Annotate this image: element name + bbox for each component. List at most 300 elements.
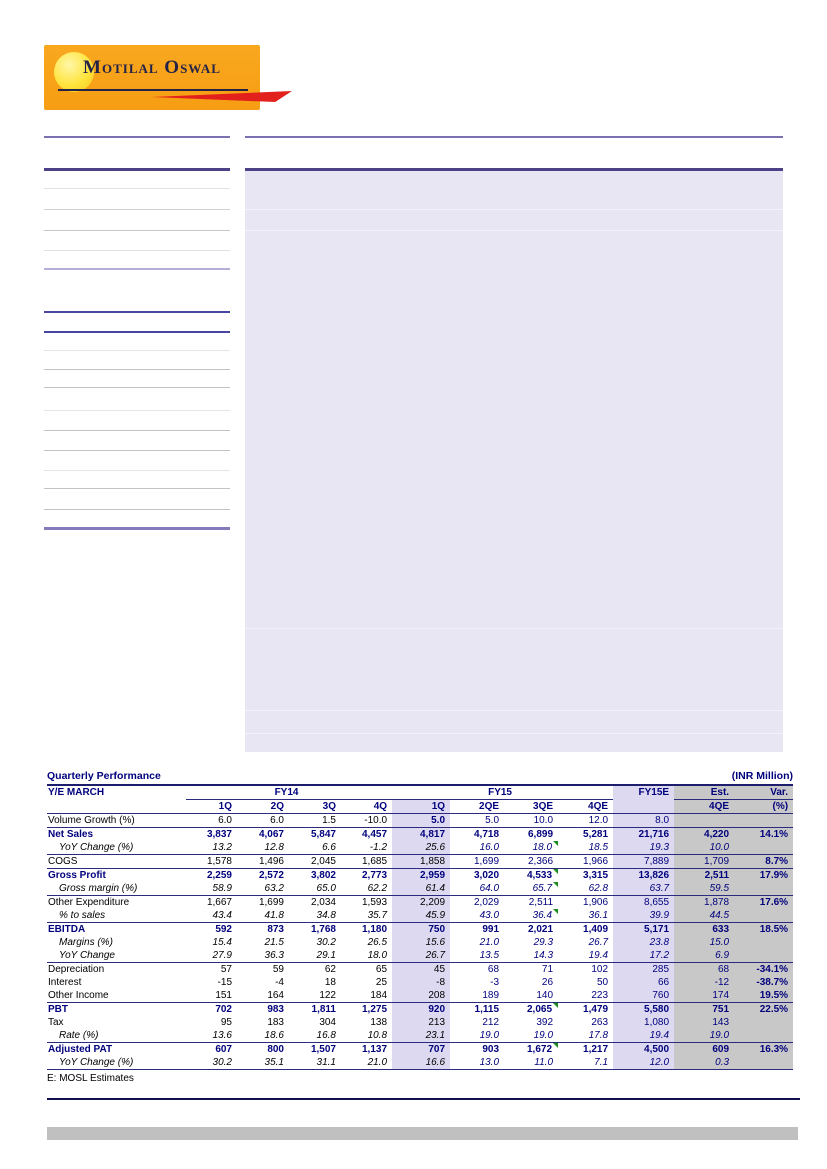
table-cell: 4,457	[362, 829, 388, 840]
column-header: 2Q	[237, 800, 289, 814]
table-row	[47, 909, 793, 923]
content-rule	[245, 136, 783, 138]
table-cell: 23.1	[392, 1029, 450, 1043]
table-cell: 63.7	[613, 882, 674, 896]
table-cell: 4,220	[674, 828, 734, 842]
table-cell: 61.4	[392, 882, 450, 896]
table-cell	[734, 1029, 793, 1043]
table-cell: 16.3%	[734, 1043, 793, 1057]
motilal-oswal-logo	[44, 45, 260, 110]
placeholder-line	[245, 230, 783, 231]
table-cell: 31.1	[289, 1056, 341, 1070]
table-cell: 607	[215, 1044, 232, 1055]
table-cell: 65.7	[504, 882, 558, 896]
table-cell: 903	[482, 1044, 500, 1055]
table-cell: 50	[596, 977, 609, 988]
row-label: Gross margin (%)	[47, 882, 186, 896]
table-titlebar	[47, 770, 793, 786]
table-cell: 16.6	[392, 1056, 450, 1070]
table-cell	[734, 841, 793, 855]
table-row	[47, 882, 793, 896]
table-cell: 633	[674, 923, 734, 937]
column-header: 4Q	[341, 800, 392, 814]
placeholder-line	[245, 628, 783, 629]
table-cell: 44.5	[674, 909, 734, 923]
table-cell: 19.4	[613, 1029, 674, 1043]
table-cell: 18	[324, 977, 336, 988]
table-cell: 6.9	[674, 949, 734, 963]
table-cell: 8.0	[613, 814, 674, 828]
table-cell: -15	[217, 977, 232, 988]
column-header: 1Q	[392, 800, 450, 814]
table-cell: 41.8	[237, 909, 289, 923]
table-cell: 3,020	[474, 870, 500, 881]
footer-redacted-bar	[47, 1127, 798, 1140]
table-cell: 21.5	[264, 937, 284, 948]
table-cell: 19.0	[504, 1029, 558, 1043]
content-placeholder	[245, 171, 783, 752]
column-header: 3Q	[289, 800, 341, 814]
table-cell: 17.2	[613, 949, 674, 963]
table-header-row	[47, 786, 793, 800]
sidebar-rule	[44, 136, 230, 138]
table-row	[47, 923, 793, 937]
table-cell: 35.7	[341, 909, 392, 923]
table-cell: 1,593	[362, 897, 388, 908]
table-cell: 17.9%	[734, 869, 793, 883]
sidebar-rule	[44, 430, 230, 431]
sidebar-rule	[44, 188, 230, 189]
column-header: 3QE	[504, 800, 558, 814]
table-cell: 35.1	[237, 1056, 289, 1070]
table-cell: 68	[487, 964, 500, 975]
sidebar-rule	[44, 410, 230, 411]
table-cell: 2,773	[362, 870, 388, 881]
table-cell: 13.2	[186, 841, 237, 855]
sidebar-rule	[44, 387, 230, 388]
table-cell: 800	[267, 1044, 284, 1055]
table-cell: 707	[392, 1043, 450, 1057]
column-header: FY14	[186, 786, 392, 800]
table-cell: 45.9	[392, 909, 450, 923]
row-label: EBITDA	[48, 924, 86, 935]
table-cell: 3,315	[583, 870, 609, 881]
column-header: FY15	[392, 786, 613, 800]
table-cell: 263	[591, 1017, 609, 1028]
table-cell: 1,878	[674, 896, 734, 910]
table-row	[47, 1003, 793, 1017]
table-cell: 43.0	[450, 909, 504, 923]
table-cell: -4	[275, 977, 284, 988]
table-cell: 3,837	[206, 829, 232, 840]
table-footnote: E: MOSL Estimates	[47, 1073, 134, 1084]
table-cell: 1,685	[341, 855, 392, 869]
table-cell: 873	[267, 924, 284, 935]
table-cell: 58.9	[186, 882, 237, 896]
table-cell: 750	[392, 923, 450, 937]
table-row	[47, 814, 793, 828]
table-cell: 8.7%	[734, 855, 793, 869]
table-cell: 65	[375, 964, 388, 975]
row-label: YoY Change (%)	[47, 1056, 186, 1070]
table-subheader-row	[47, 800, 793, 814]
table-cell: 62	[324, 964, 336, 975]
table-cell: 7,889	[613, 855, 674, 869]
row-label: PBT	[48, 1004, 68, 1015]
table-cell: 26.7	[392, 949, 450, 963]
table-unit-label: (INR Million)	[731, 770, 793, 782]
sidebar-rule	[44, 527, 230, 530]
sidebar-rule	[44, 250, 230, 251]
table-row	[47, 963, 793, 977]
sidebar-rule	[44, 168, 230, 171]
table-cell: 392	[536, 1017, 554, 1028]
table-cell	[734, 1056, 793, 1070]
placeholder-line	[245, 710, 783, 711]
table-cell: 36.3	[237, 949, 289, 963]
table-cell: 208	[392, 989, 450, 1003]
table-cell: 1,409	[583, 924, 609, 935]
table-cell: 2,034	[310, 897, 336, 908]
table-cell: -10.0	[341, 814, 392, 828]
table-cell: 122	[289, 989, 341, 1003]
table-cell: 57	[220, 964, 232, 975]
table-cell: 16.0	[450, 841, 504, 855]
table-cell: 19.0	[674, 1029, 734, 1043]
table-row	[47, 855, 793, 869]
table-cell: 11.0	[504, 1056, 558, 1070]
table-row	[47, 896, 793, 910]
row-label: Margins (%)	[59, 937, 113, 948]
logo-wordmark: Motilal Oswal	[83, 57, 221, 78]
table-cell: 2,259	[206, 870, 232, 881]
table-cell: 68	[674, 963, 734, 977]
table-cell	[734, 949, 793, 963]
column-header: Var.	[734, 786, 793, 800]
sidebar-rule	[44, 331, 230, 333]
table-cell: 760	[613, 989, 674, 1003]
table-cell: -12	[674, 976, 734, 989]
table-cell	[734, 814, 793, 828]
table-cell: 0.3	[674, 1056, 734, 1070]
table-cell: 18.5	[558, 841, 613, 855]
sidebar-rule	[44, 311, 230, 313]
table-cell: 64.0	[450, 882, 504, 896]
table-row	[47, 976, 793, 989]
table-cell: 27.9	[186, 949, 237, 963]
table-cell: 43.4	[186, 909, 237, 923]
table-cell: 5,171	[613, 923, 674, 937]
table-row	[47, 869, 793, 883]
table-cell: 285	[613, 963, 674, 977]
table-cell: 991	[482, 924, 500, 935]
table-cell	[734, 1016, 793, 1029]
table-cell: 2,065	[504, 1003, 558, 1017]
row-label: Interest	[48, 977, 82, 988]
sidebar-rule	[44, 509, 230, 510]
table-cell: 6,899	[528, 829, 554, 840]
table-cell: 183	[267, 1017, 284, 1028]
table-cell: 2,511	[528, 897, 554, 908]
table-cell: 66	[613, 976, 674, 989]
comment-flag-icon	[553, 869, 558, 874]
table-title: Quarterly Performance	[47, 770, 161, 782]
table-cell: 21.0	[341, 1056, 392, 1070]
table-cell: 13.0	[450, 1056, 504, 1070]
table-cell: 13,826	[613, 869, 674, 883]
table-cell: 71	[541, 964, 554, 975]
table-cell: 63.2	[237, 882, 289, 896]
table-cell: 1,811	[311, 1004, 336, 1015]
table-cell: 15.4	[212, 937, 232, 948]
column-header: 4QE	[674, 800, 734, 814]
row-label: YoY Change	[47, 949, 186, 963]
comment-flag-icon	[553, 882, 558, 887]
table-cell: 2,045	[289, 855, 341, 869]
table-cell: 2,572	[258, 870, 284, 881]
table-cell: 1,217	[583, 1044, 609, 1055]
table-row	[47, 1029, 793, 1043]
quarterly-performance-section	[47, 770, 793, 1084]
sidebar-rule	[44, 230, 230, 231]
column-header: Est.	[674, 786, 734, 800]
table-cell: 18.6	[237, 1029, 289, 1043]
table-cell: 174	[674, 989, 734, 1003]
table-cell: -38.7%	[734, 976, 793, 989]
table-header	[47, 786, 793, 814]
column-header	[613, 800, 674, 814]
table-cell: 223	[558, 989, 613, 1003]
table-cell: -34.1%	[734, 963, 793, 977]
table-cell: -1.2	[341, 841, 392, 855]
table-cell: 1,080	[613, 1016, 674, 1029]
table-cell: 10.8	[341, 1029, 392, 1043]
row-label: YoY Change (%)	[47, 841, 186, 855]
sidebar-rule	[44, 470, 230, 471]
table-cell: 7.1	[558, 1056, 613, 1070]
table-cell: 212	[482, 1017, 500, 1028]
table-cell: 18.5%	[734, 923, 793, 937]
table-cell: -8	[392, 976, 450, 989]
table-cell: 751	[674, 1003, 734, 1017]
table-cell: 2,029	[474, 897, 500, 908]
footer-rule	[47, 1098, 800, 1100]
table-cell: 1,699	[450, 855, 504, 869]
placeholder-line	[245, 209, 783, 210]
table-cell: 30.2	[186, 1056, 237, 1070]
logo-swoosh-graphic	[152, 91, 292, 102]
table-cell: 102	[591, 964, 609, 975]
row-label: Volume Growth (%)	[47, 814, 186, 828]
table-cell: 23.8	[613, 936, 674, 949]
row-label: Gross Profit	[48, 870, 106, 881]
table-cell: 12.0	[613, 1056, 674, 1070]
table-cell: 39.9	[613, 909, 674, 923]
table-cell: 6.6	[289, 841, 341, 855]
row-label: Other Expenditure	[48, 897, 130, 908]
column-header: (%)	[734, 800, 793, 814]
table-cell: 6.0	[237, 814, 289, 828]
table-cell: 304	[319, 1017, 336, 1028]
table-cell: 36.1	[558, 909, 613, 923]
table-cell: 6.0	[186, 814, 237, 828]
table-row	[47, 1056, 793, 1070]
table-cell: 1,672	[504, 1043, 558, 1057]
table-cell	[734, 882, 793, 896]
table-cell: 13.5	[450, 949, 504, 963]
row-label: Tax	[48, 1017, 64, 1028]
table-cell: 2,021	[528, 924, 554, 935]
table-cell: 213	[392, 1016, 450, 1029]
table-cell: 920	[392, 1003, 450, 1017]
table-cell: 2,366	[504, 855, 558, 869]
table-cell	[734, 936, 793, 949]
sidebar-rule	[44, 369, 230, 370]
table-cell: 65.0	[289, 882, 341, 896]
table-cell: 1,180	[362, 924, 388, 935]
table-cell: 30.2	[316, 937, 336, 948]
table-cell: 21.0	[479, 937, 500, 948]
table-cell: 36.4	[504, 909, 558, 923]
table-cell: 5.0	[450, 814, 504, 828]
table-cell: 29.1	[289, 949, 341, 963]
row-label: Rate (%)	[47, 1029, 186, 1043]
table-cell: 22.5%	[734, 1003, 793, 1017]
table-cell: 4,718	[474, 829, 500, 840]
table-cell: 5,847	[310, 829, 336, 840]
table-cell: 14.1%	[734, 828, 793, 842]
logo-underline	[58, 89, 248, 91]
table-cell: 4,817	[392, 828, 450, 842]
row-label: COGS	[47, 855, 186, 869]
table-cell: 8,655	[613, 896, 674, 910]
table-cell: 1,578	[186, 855, 237, 869]
column-header: 2QE	[450, 800, 504, 814]
table-cell: 140	[504, 989, 558, 1003]
table-cell: 2,511	[674, 869, 734, 883]
table-cell: 13.6	[186, 1029, 237, 1043]
table-cell: 2,959	[392, 869, 450, 883]
table-cell: 29.3	[533, 937, 554, 948]
table-cell: 95	[220, 1017, 232, 1028]
comment-flag-icon	[553, 841, 558, 846]
table-cell: 26.5	[367, 937, 388, 948]
comment-flag-icon	[553, 1003, 558, 1008]
table-cell: 15.0	[674, 936, 734, 949]
table-cell: 10.0	[674, 841, 734, 855]
table-row	[47, 936, 793, 949]
table-cell: 12.0	[558, 814, 613, 828]
row-label: Adjusted PAT	[48, 1044, 113, 1055]
quarterly-performance-table	[47, 786, 793, 1070]
table-cell: 62.2	[341, 882, 392, 896]
table-cell: 26.7	[588, 937, 609, 948]
table-cell: 609	[674, 1043, 734, 1057]
table-cell: 143	[674, 1016, 734, 1029]
row-label: Other Income	[47, 989, 186, 1003]
table-cell: 17.6%	[734, 896, 793, 910]
table-cell: 1,966	[558, 855, 613, 869]
table-row	[47, 989, 793, 1003]
table-cell: 138	[370, 1017, 388, 1028]
table-cell: 16.8	[289, 1029, 341, 1043]
table-cell: 26	[541, 977, 554, 988]
table-row	[47, 841, 793, 855]
table-cell: 62.8	[558, 882, 613, 896]
table-cell: 1,667	[206, 897, 232, 908]
sidebar-rule	[44, 488, 230, 489]
table-cell: 19.5%	[734, 989, 793, 1003]
placeholder-line	[245, 733, 783, 734]
table-cell: 25	[375, 977, 388, 988]
table-cell: 10.0	[504, 814, 558, 828]
table-cell: 19.0	[450, 1029, 504, 1043]
table-cell: 164	[237, 989, 289, 1003]
table-body	[47, 814, 793, 1070]
table-row	[47, 949, 793, 963]
table-cell: 1,479	[583, 1004, 609, 1015]
sidebar-rule	[44, 268, 230, 270]
table-cell: 189	[450, 989, 504, 1003]
table-cell: 17.8	[558, 1029, 613, 1043]
table-cell: 12.8	[237, 841, 289, 855]
table-cell: 5.0	[392, 814, 450, 828]
table-cell	[674, 814, 734, 828]
table-cell: 3,802	[310, 870, 336, 881]
column-header: FY15E	[613, 786, 674, 800]
table-cell: 59.5	[674, 882, 734, 896]
table-cell: 5,281	[583, 829, 609, 840]
table-cell: 14.3	[504, 949, 558, 963]
table-cell: 34.8	[289, 909, 341, 923]
row-label: Net Sales	[48, 829, 94, 840]
table-cell: 4,500	[613, 1043, 674, 1057]
table-cell: 184	[341, 989, 392, 1003]
table-cell: 4,067	[258, 829, 284, 840]
column-header: Y/E MARCH	[48, 787, 105, 799]
table-cell: 1,768	[310, 924, 336, 935]
table-cell: 702	[215, 1004, 232, 1015]
table-cell: 1,906	[583, 897, 609, 908]
table-cell: 1,137	[362, 1044, 388, 1055]
table-cell: 1,507	[310, 1044, 336, 1055]
table-cell: 1,115	[474, 1004, 500, 1015]
row-label: Depreciation	[48, 964, 105, 975]
table-cell: 1,858	[392, 855, 450, 869]
table-row	[47, 1043, 793, 1057]
table-cell: 19.4	[558, 949, 613, 963]
column-header	[47, 800, 186, 814]
table-cell: 2,209	[392, 896, 450, 910]
table-cell: 983	[267, 1004, 284, 1015]
sidebar-rule	[44, 350, 230, 351]
table-cell: 45	[392, 963, 450, 977]
comment-flag-icon	[553, 1043, 558, 1048]
table-cell	[734, 909, 793, 923]
table-cell: 5,580	[613, 1003, 674, 1017]
comment-flag-icon	[553, 909, 558, 914]
table-cell: 1,496	[237, 855, 289, 869]
table-cell: 25.6	[392, 841, 450, 855]
table-cell: -3	[490, 977, 500, 988]
table-row	[47, 1016, 793, 1029]
table-cell: 18.0	[504, 841, 558, 855]
table-cell: 151	[186, 989, 237, 1003]
table-cell: 1,275	[362, 1004, 388, 1015]
sidebar-rule	[44, 450, 230, 451]
table-cell: 21,716	[613, 828, 674, 842]
table-row	[47, 828, 793, 842]
